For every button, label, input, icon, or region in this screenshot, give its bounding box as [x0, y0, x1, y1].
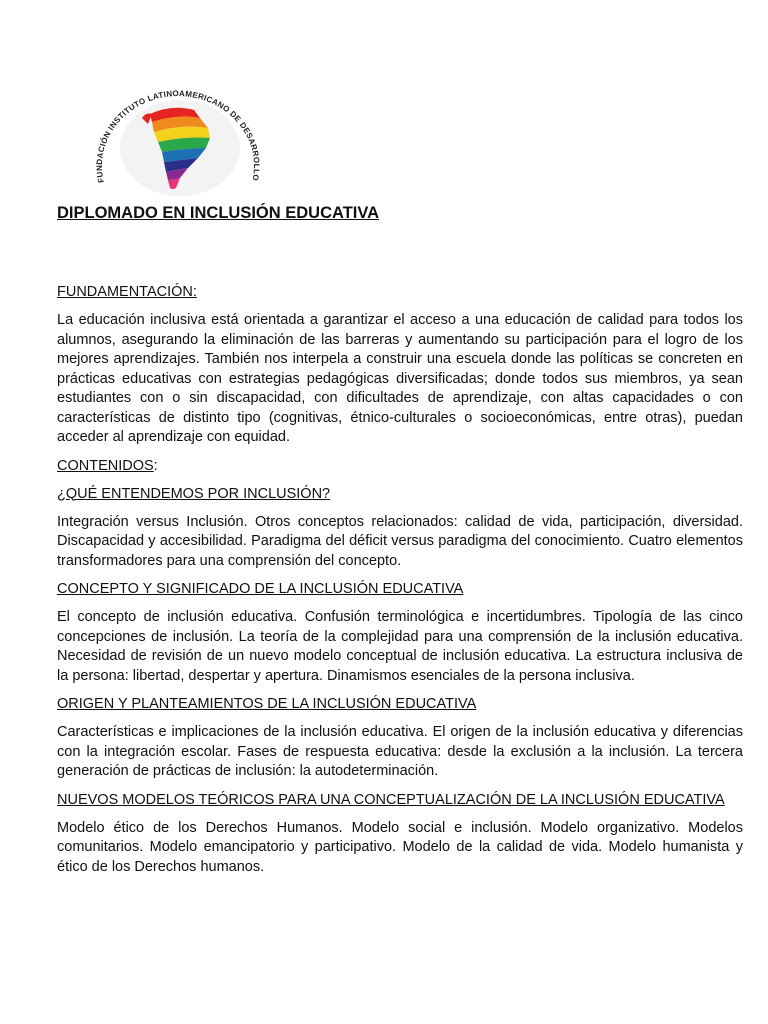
- contenidos-colon: :: [153, 457, 158, 474]
- foundation-logo: [82, 70, 272, 200]
- section-heading-3: ORIGEN Y PLANTEAMIENTOS DE LA INCLUSIÓN EDUCATIVA: [57, 696, 477, 712]
- contenidos-heading: [57, 457, 743, 476]
- fundamentacion-heading: FUNDAMENTACIÓN:: [57, 284, 197, 300]
- fundamentacion-text: La educación inclusiva está orientada a garantizar el acceso a una educación de calidad para todos los alumnos, asegurando la eliminación de las barreras y aumentando su participación para el logro de los mejores aprendizajes. También nos interpela a construir una escuela donde las políticas se concreten en prácticas educativas con estrategias pedagógicas diversificadas; donde todos sus miembros, ya sean estudiantes con o sin discapacidad, con dificultades de aprendizaje, con altas capacidades o con características de distinto tipo (cognitivas, étnico-culturales o socioeconómicas, entre otras), puedan acceder al aprendizaje con equidad.: [57, 312, 743, 445]
- logo-arc-text: FUNDACIÓN INSTITUTO LATINOAMERICANO DE DESARROLLO: [94, 88, 262, 184]
- section-heading-1: ¿QUÉ ENTENDEMOS POR INCLUSIÓN?: [57, 485, 331, 502]
- section-heading-4: NUEVOS MODELOS TEÓRICOS PARA UNA CONCEPTUALIZACIÓN DE LA INCLUSIÓN EDUCATIVA: [57, 791, 725, 808]
- section-heading-2: CONCEPTO Y SIGNIFICADO DE LA INCLUSIÓN EDUCATIVA: [57, 581, 464, 597]
- contenidos-label: CONTENIDOS: [57, 457, 154, 474]
- section-text-4: Modelo ético de los Derechos Humanos. Modelo social e inclusión. Modelo organizativo. Modelos comunitarios. Modelo emancipatorio y participativo. Modelo de la calidad de vida. Modelo humanista y ético de los Derechos humanos.: [57, 819, 743, 875]
- document-body: [57, 203, 743, 877]
- section-text-2: El concepto de inclusión educativa. Confusión terminológica e incertidumbres. Tipología de las cinco concepciones de inclusión. La teoría de la complejidad para una comprensión de la inclusión educativa. Necesidad de revisión de un nuevo modelo conceptual de inclusión educativa. La estructura inclusiva de la persona: libertad, despertar y apertura. Dinamismos esenciales de la persona inclusiva.: [57, 609, 743, 684]
- document-title: DIPLOMADO EN INCLUSIÓN EDUCATIVA: [57, 204, 380, 222]
- section-text-1: Integración versus Inclusión. Otros conceptos relacionados: calidad de vida, participación, diversidad. Discapacidad y accesibilidad. Paradigma del déficit versus paradigma del conocimiento. Cuatro elementos transformadores para una comprensión del concepto.: [57, 513, 743, 569]
- section-text-3: Características e implicaciones de la inclusión educativa. El origen de la inclusión educativa y diferencias con la integración escolar. Fases de respuesta educativa: desde la exclusión a la inclusión. La tercera generación de prácticas de inclusión: la autodeterminación.: [57, 724, 743, 779]
